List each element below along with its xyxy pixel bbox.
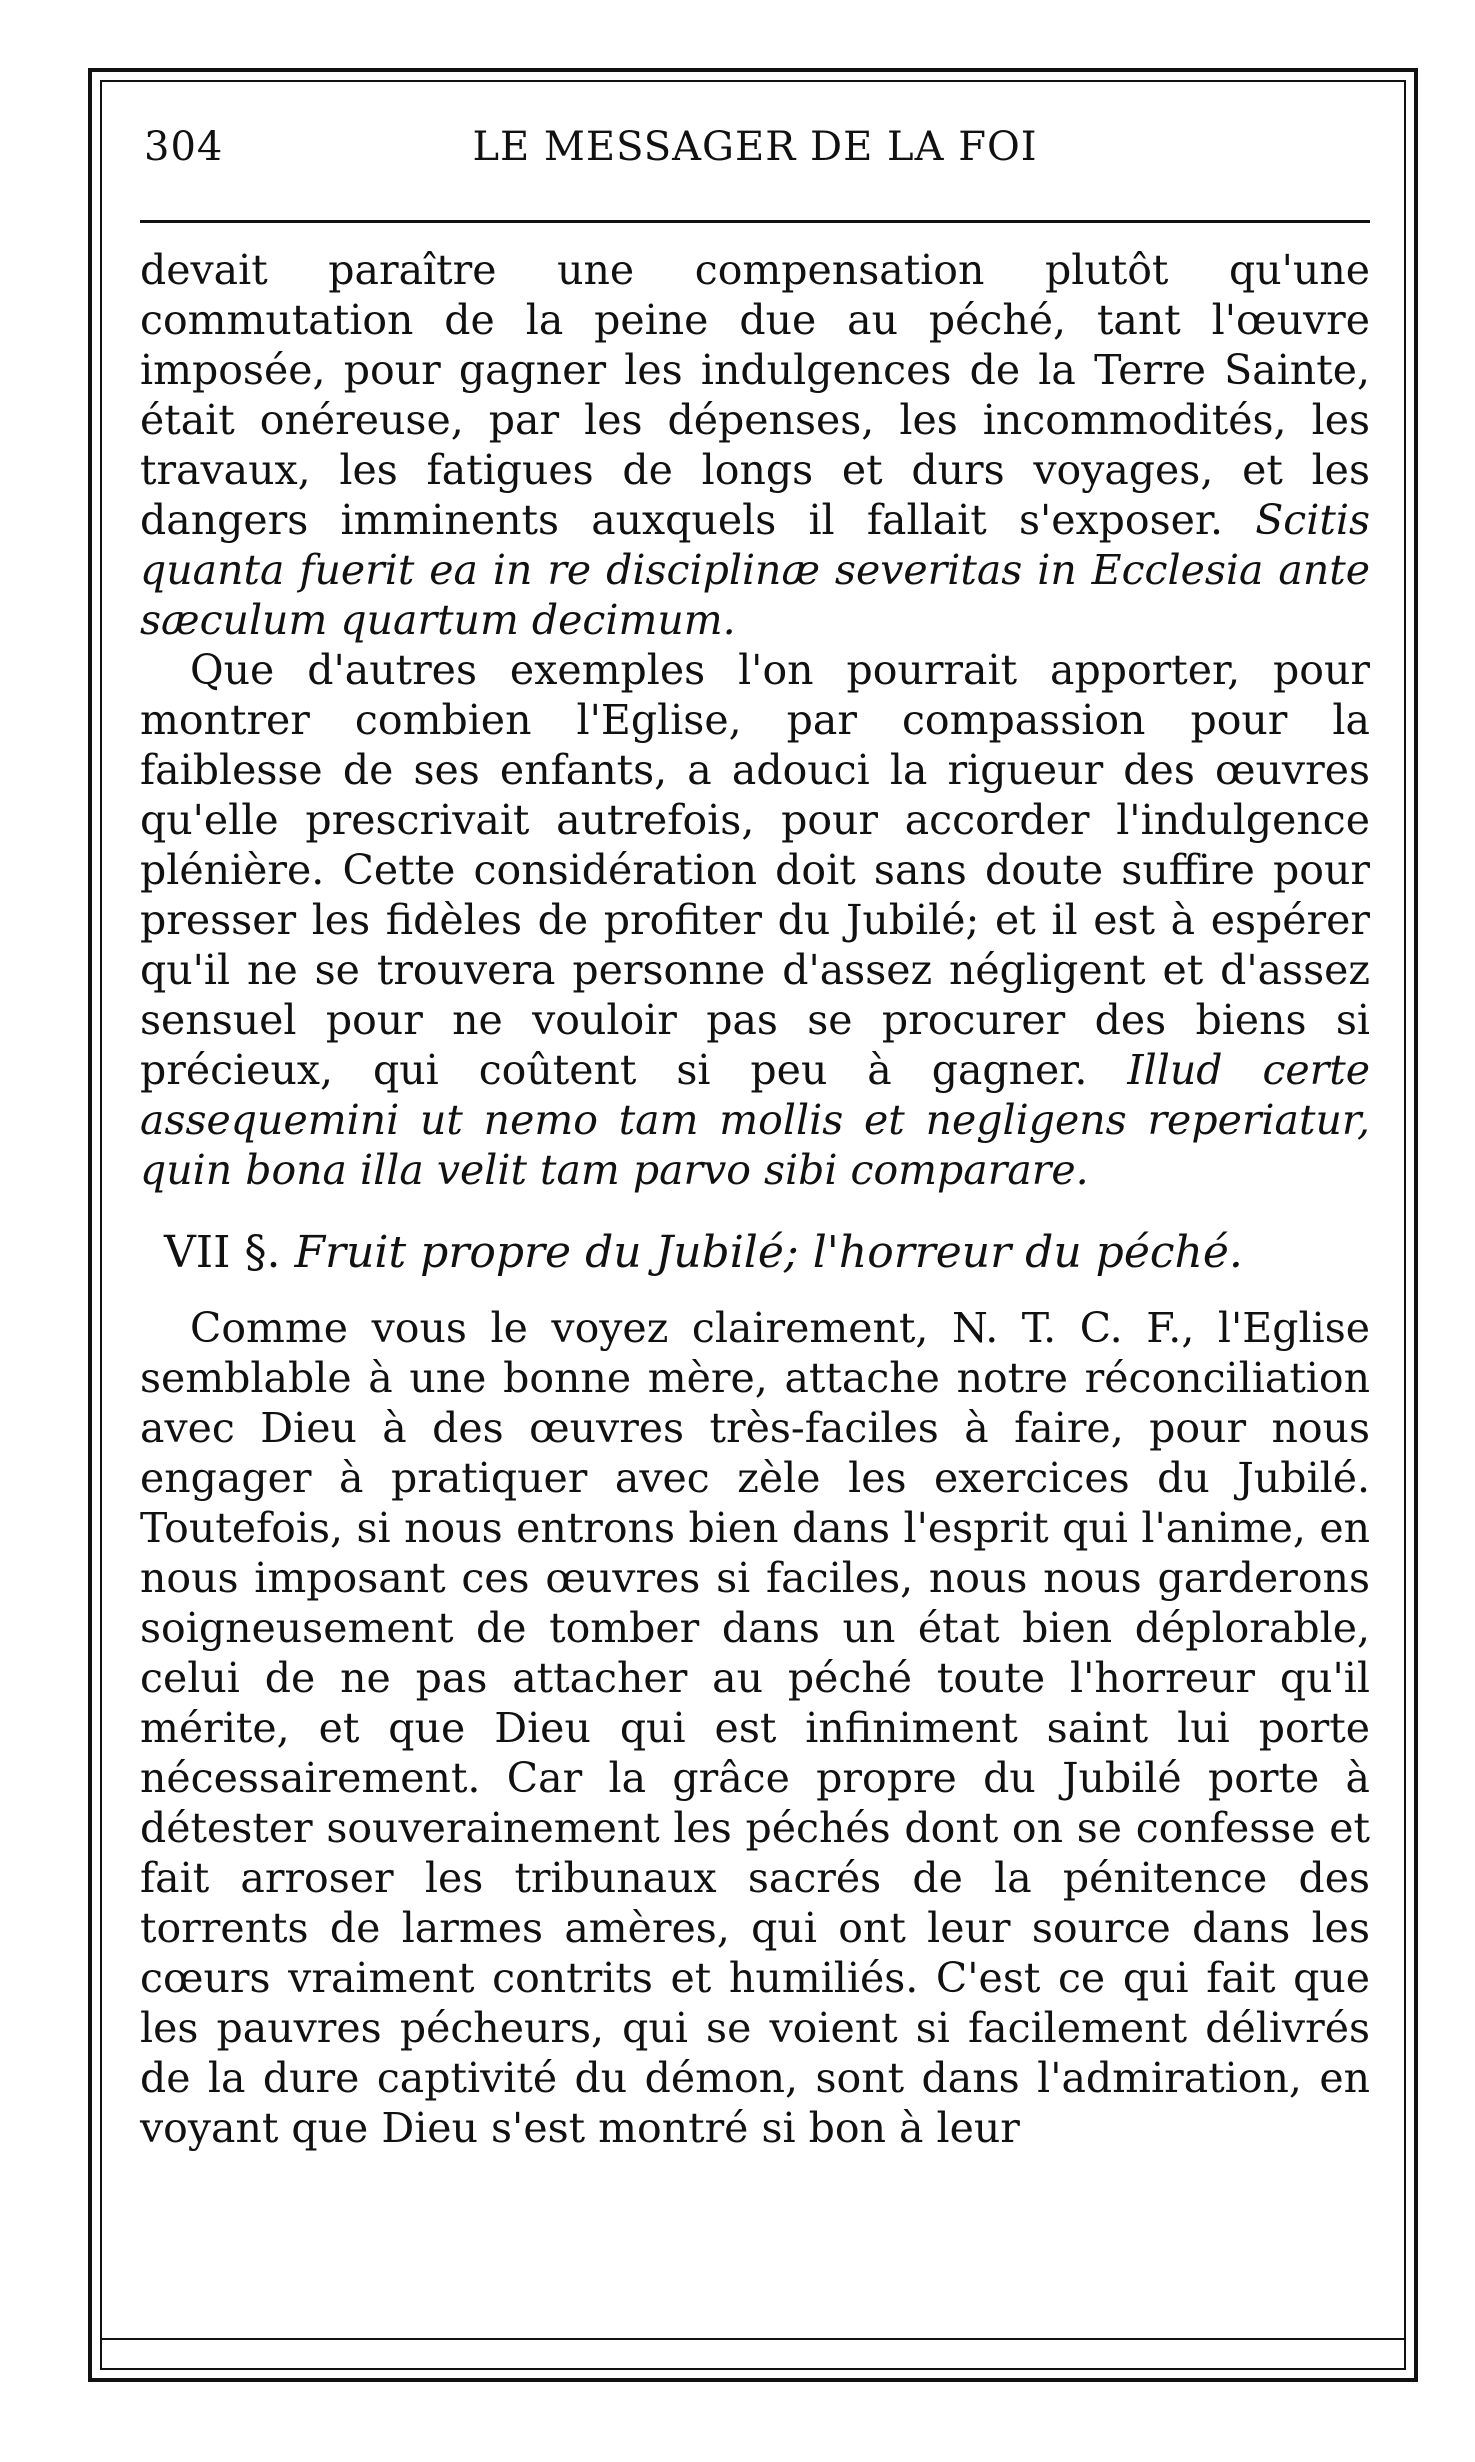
section-heading	[164, 1225, 1370, 1281]
paragraph-1-text: devait paraître une compensation plutôt qu'une commutation de la peine due au péché, tant l'œuvre imposée, pour gagner les indulgences de la Terre Sainte, était onéreuse, par les dépenses, les incommodités, les travaux, les fatigues de longs et durs voyages, et les dangers imminents auxquels il fallait s'exposer.	[140, 246, 1370, 544]
page-content	[140, 118, 1370, 2153]
bottom-rule	[100, 2338, 1406, 2340]
section-title: Fruit propre du Jubilé; l'horreur du péché.	[294, 1227, 1243, 1278]
section-number: VII §.	[164, 1227, 281, 1278]
paragraph-1	[140, 245, 1370, 645]
body-text	[140, 245, 1370, 2153]
page-number: 304	[144, 124, 224, 170]
paragraph-3	[140, 1303, 1370, 2153]
paragraph-2-latin-quote: Illud certe assequemini ut nemo tam mollis et negligens reperiatur, quin bona illa velit tam parvo sibi comparare.	[140, 1046, 1371, 1194]
page-header	[140, 118, 1370, 182]
paragraph-2-text: Que d'autres exemples l'on pourrait apporter, pour montrer combien l'Eglise, par compassion pour la faiblesse de ses enfants, a adouci la rigueur des œuvres qu'elle prescrivait autrefois, pour accorder l'indulgence plénière. Cette considération doit sans doute suffire pour presser les fidèles de profiter du Jubilé; et il est à espérer qu'il ne se trouvera personne d'assez négligent et d'assez sensuel pour ne vouloir pas se procurer des biens si précieux, qui coûtent si peu à gagner.	[140, 646, 1370, 1094]
paragraph-3-text: Comme vous le voyez clairement, N. T. C. F., l'Eglise semblable à une bonne mère, attache notre réconciliation avec Dieu à des œuvres très-faciles à faire, pour nous engager à pratiquer avec zèle les exercices du Jubilé. Toutefois, si nous entrons bien dans l'esprit qui l'anime, en nous imposant ces œuvres si faciles, nous nous garderons soigneusement de tomber dans un état bien déplorable, celui de ne pas attacher au péché toute l'horreur qu'il mérite, et que Dieu qui est infiniment saint lui porte nécessairement. Car la grâce propre du Jubilé porte à détester souverainement les péchés dont on se confesse et fait arroser les tribunaux sacrés de la pénitence des torrents de larmes amères, qui ont leur source dans les cœurs vraiment contrits et humiliés. C'est ce qui fait que les pauvres pécheurs, qui se voient si facilement délivrés de la dure captivité du démon, sont dans l'admiration, en voyant que Dieu s'est montré si bon à leur	[140, 1304, 1370, 2152]
running-title: LE MESSAGER DE LA FOI	[472, 124, 1038, 170]
paragraph-2	[140, 645, 1370, 1195]
paragraph-1-latin-quote: Scitis quanta fuerit ea in re disciplinæ severitas in Ecclesia ante sæculum quartum decimum.	[140, 496, 1370, 644]
header-rule	[140, 220, 1370, 223]
